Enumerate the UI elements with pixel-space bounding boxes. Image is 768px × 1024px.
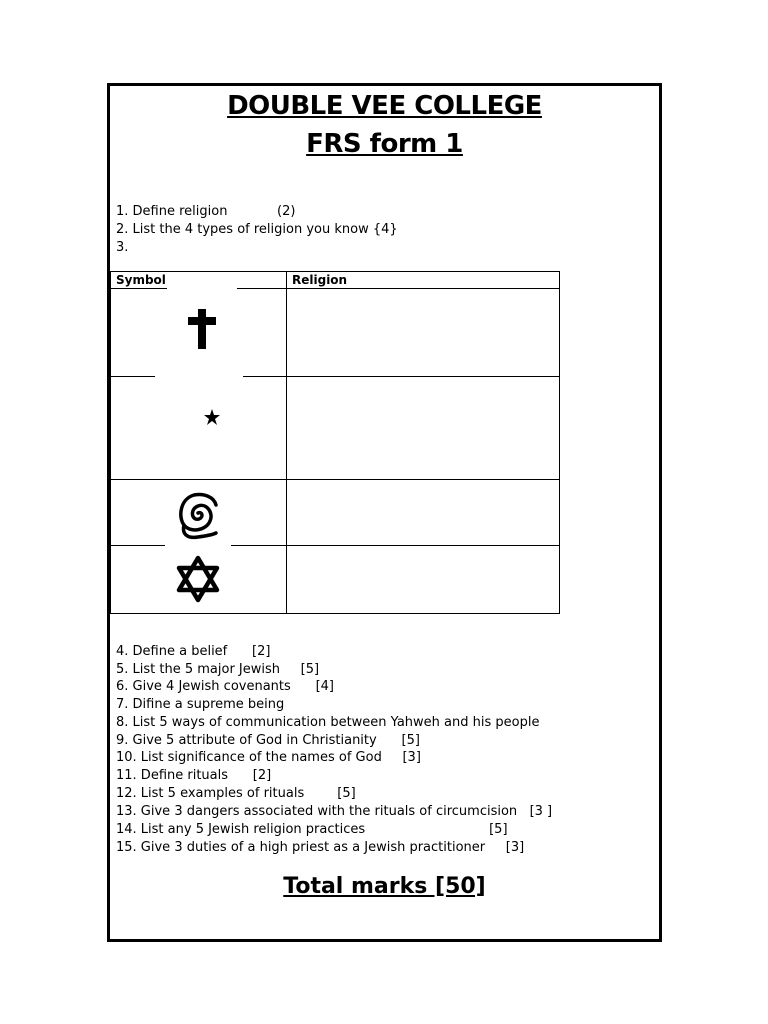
question-5: 5. List the 5 major Jewish [5] [116, 662, 320, 677]
religion-cell [287, 289, 560, 377]
question-10: 10. List significance of the names of God [3] [116, 750, 421, 765]
question-11: 11. Define rituals [2] [116, 768, 272, 783]
table-row [111, 377, 560, 480]
religion-cell [287, 480, 560, 546]
question-8: 8. List 5 ways of communication between Yahweh and his people [116, 715, 540, 730]
question-7: 7. Difine a supreme being [116, 697, 285, 712]
symbol-cell [111, 546, 287, 614]
question-13: 13. Give 3 dangers associated with the rituals of circumcision [3 ] [116, 804, 553, 819]
religion-column-header: Religion [287, 272, 560, 289]
symbol-cell [111, 289, 287, 377]
subject-title: FRS form 1 [306, 129, 463, 159]
total-marks: Total marks [50] [283, 874, 486, 899]
symbol-column-header: Symbol [111, 272, 287, 289]
cross-icon [167, 273, 237, 383]
spiral-icon [165, 480, 231, 550]
question-2: 2. List the 4 types of religion you know {4} [116, 222, 398, 237]
symbol-cell [111, 480, 287, 546]
symbol-religion-table [110, 271, 560, 614]
question-14: 14. List any 5 Jewish religion practices [5] [116, 822, 508, 837]
question-1: 1. Define religion (2) [116, 204, 296, 219]
symbol-cell [111, 377, 287, 480]
question-9: 9. Give 5 attribute of God in Christianity [5] [116, 733, 420, 748]
school-title: DOUBLE VEE COLLEGE [227, 91, 542, 121]
star-of-david-icon [165, 550, 231, 608]
question-3: 3. [116, 240, 129, 255]
table-row [111, 289, 560, 377]
religion-cell [287, 377, 560, 480]
table-row [111, 546, 560, 614]
question-15: 15. Give 3 duties of a high priest as a Jewish practitioner [3] [116, 840, 525, 855]
table-row [111, 480, 560, 546]
question-6: 6. Give 4 Jewish covenants [4] [116, 679, 334, 694]
religion-cell [287, 546, 560, 614]
crescent-star-icon [155, 375, 243, 457]
question-12: 12. List 5 examples of rituals [5] [116, 786, 356, 801]
question-4: 4. Define a belief [2] [116, 644, 271, 659]
